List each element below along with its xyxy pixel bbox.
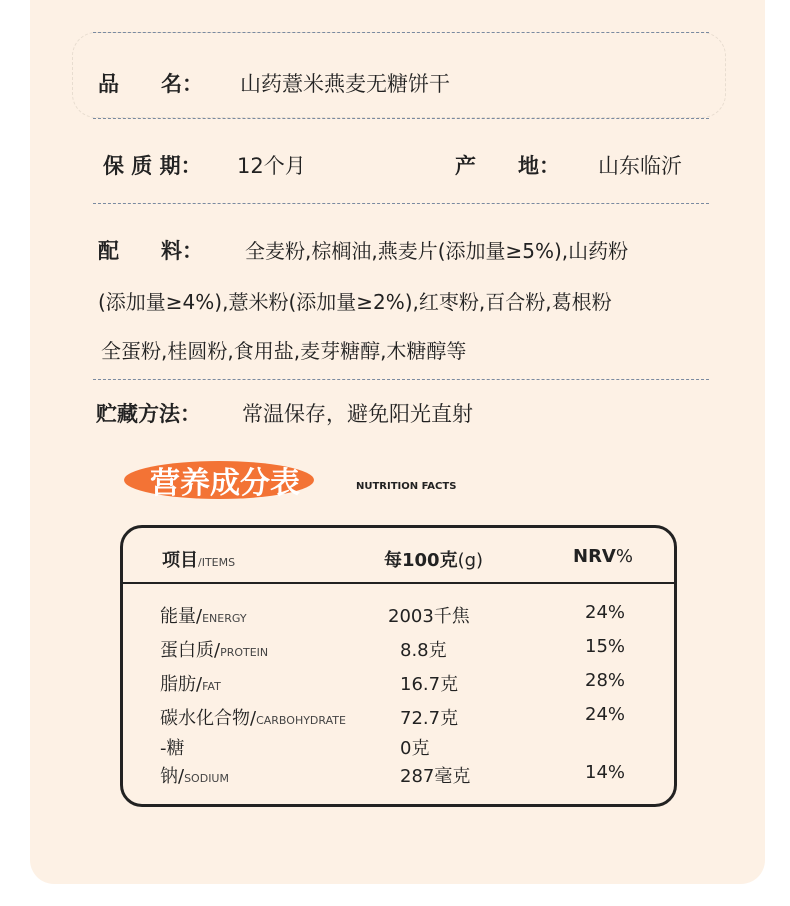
nutrient-name: 钠/	[160, 766, 185, 787]
nutrient-name: 碳水化合物/	[160, 708, 257, 729]
table-row	[160, 636, 268, 662]
nutrition-title: 营养成分表	[150, 466, 300, 501]
nutrient-name-en: PROTEIN	[220, 646, 269, 659]
nutrient-value: 8.8克	[400, 640, 447, 661]
origin-label: 产 地：	[455, 154, 560, 178]
name-label: 品 名：	[98, 72, 203, 96]
shelf-life-value: 12个月	[237, 154, 306, 178]
nutrient-value: 16.7克	[400, 674, 459, 695]
nutrient-value: 72.7克	[400, 708, 459, 729]
nutrient-name-en: ENERGY	[202, 612, 247, 625]
divider	[93, 118, 709, 119]
ingredients-line: 全蛋粉,桂圆粉,食用盐,麦芽糖醇,木糖醇等	[101, 339, 467, 363]
table-row	[160, 734, 185, 760]
header-per-unit: (g)	[457, 550, 484, 571]
nutrient-nrv: 24%	[585, 602, 626, 623]
nutrition-subtitle: NUTRITION FACTS	[356, 481, 457, 492]
header-divider	[120, 582, 677, 584]
table-row	[160, 762, 229, 788]
header-item-en: /ITEMS	[198, 556, 236, 569]
table-row	[160, 670, 221, 696]
nutrient-value: 0克	[400, 738, 430, 759]
ingredients-label: 配 料：	[98, 239, 203, 263]
nutrient-nrv: 24%	[585, 704, 626, 725]
storage-value: 常温保存，避免阳光直射	[242, 402, 473, 426]
nutrient-name: -糖	[160, 738, 185, 759]
nutrient-name-en: SODIUM	[184, 772, 229, 785]
header-item: 项目	[162, 550, 198, 571]
nutrient-nrv: 14%	[585, 762, 626, 783]
divider	[93, 32, 709, 33]
nutrient-name: 蛋白质/	[160, 640, 221, 661]
nutrient-name: 脂肪/	[160, 674, 203, 695]
nutrient-value: 287毫克	[400, 766, 471, 787]
table-row	[160, 602, 247, 628]
header-per: 每100克	[384, 550, 458, 571]
header-nrv: NRV	[573, 546, 616, 567]
divider	[93, 379, 709, 380]
ingredients-line: 全麦粉,棕榈油,燕麦片(添加量≥5%),山药粉	[245, 239, 629, 263]
nutrient-value: 2003千焦	[388, 606, 470, 627]
nutrient-nrv: 28%	[585, 670, 626, 691]
shelf-life-label: 保 质 期：	[103, 154, 202, 178]
divider	[93, 203, 709, 204]
table-row	[160, 704, 346, 730]
nutrient-name: 能量/	[160, 606, 203, 627]
storage-label: 贮藏方法：	[96, 402, 201, 426]
nutrient-name-en: CARBOHYDRATE	[256, 714, 346, 727]
ingredients-line: (添加量≥4%),薏米粉(添加量≥2%),红枣粉,百合粉,葛根粉	[98, 290, 612, 314]
origin-value: 山东临沂	[598, 154, 682, 178]
name-value: 山药薏米燕麦无糖饼干	[240, 72, 450, 96]
header-nrv-unit: %	[615, 546, 633, 567]
nutrient-name-en: FAT	[202, 680, 221, 693]
nutrient-nrv: 15%	[585, 636, 626, 657]
